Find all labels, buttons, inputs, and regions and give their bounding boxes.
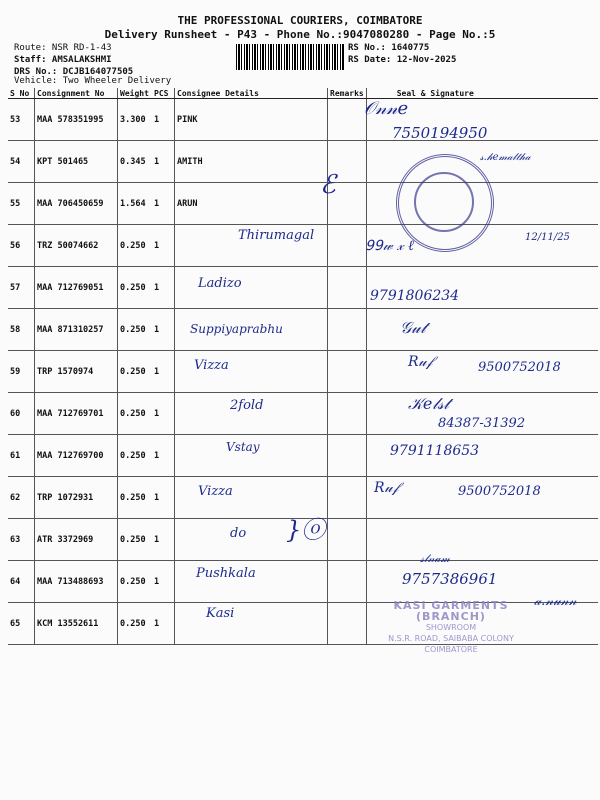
table-row: [8, 183, 598, 225]
signature-scribble: 𝒪𝓃𝓃𝑒: [364, 98, 409, 119]
cell-weight: 0.250: [118, 603, 153, 645]
cell-consignee: [175, 603, 328, 645]
cell-pcs: 1: [152, 99, 175, 141]
cell-consignment-no: TRP 1570974: [35, 351, 118, 393]
cell-sno: 64: [8, 561, 35, 603]
cell-pcs: 1: [152, 267, 175, 309]
cell-weight: 1.564: [118, 183, 153, 225]
stamp-line: KASI GARMENTS (BRANCH): [393, 599, 509, 623]
barcode: [236, 44, 344, 70]
col-seal-signature: Seal & Signature: [366, 88, 598, 99]
cell-seal-signature: [366, 519, 598, 561]
stamp-line: SHOWROOM: [425, 623, 477, 632]
cell-weight: 0.250: [118, 435, 153, 477]
table-row: [8, 561, 598, 603]
cell-weight: 0.250: [118, 267, 153, 309]
stamp-line: COIMBATORE: [424, 645, 478, 654]
col-sno: S No: [8, 88, 35, 99]
col-consignment: Consignment No: [35, 88, 118, 99]
handwritten-consignee: Suppiyaprabhu: [190, 322, 283, 336]
cell-consignment-no: MAA 712769700: [35, 435, 118, 477]
cell-weight: 0.250: [118, 393, 153, 435]
cell-weight: 0.250: [118, 225, 153, 267]
signature-scribble: 𝒶.𝓃𝓊𝓃𝓃: [534, 594, 577, 609]
cell-remarks: [328, 561, 367, 603]
cell-sno: 60: [8, 393, 35, 435]
handwritten-consignee: Vizza: [198, 484, 233, 499]
cell-consignment-no: ATR 3372969: [35, 519, 118, 561]
handwritten-consignee: 2fold: [230, 398, 264, 413]
cell-pcs: 1: [152, 603, 175, 645]
stamp-line: N.S.R. ROAD, SAIBABA COLONY: [388, 634, 514, 643]
signature-scribble: 𝓈𝓁𝓃𝒶𝓂: [420, 552, 450, 565]
cell-remarks: [328, 435, 367, 477]
handwritten-consignee: Vstay: [226, 440, 260, 454]
signature-scribble: 𝒦𝑒𝓁𝓈𝓉: [408, 394, 449, 413]
cell-remarks: [328, 351, 367, 393]
table-row: [8, 435, 598, 477]
staff-label: Staff: AMSALAKSHMI: [14, 55, 112, 65]
cell-sno: 59: [8, 351, 35, 393]
handwritten-consignee: Kasi: [206, 606, 235, 621]
cell-consignee: ARUN: [175, 183, 328, 225]
cell-consignee: AMITH: [175, 141, 328, 183]
signature-scribble: 𝒢𝓊𝓉: [400, 318, 426, 337]
handwritten-phone: 7550194950: [392, 124, 488, 142]
cell-consignment-no: MAA 713488693: [35, 561, 118, 603]
handwritten-consignee: Vizza: [194, 358, 229, 373]
cell-consignment-no: MAA 871310257: [35, 309, 118, 351]
signature-scribble: 𝑅𝓊𝒻: [374, 480, 399, 496]
cell-consignment-no: KCM 13552611: [35, 603, 118, 645]
col-pcs: PCS: [152, 88, 175, 99]
cell-remarks: [328, 267, 367, 309]
company-title: THE PROFESSIONAL COURIERS, COIMBATORE: [177, 14, 423, 27]
col-remarks: Remarks: [328, 88, 367, 99]
cell-consignment-no: TRP 1072931: [35, 477, 118, 519]
table-row: [8, 267, 598, 309]
table-row: [8, 309, 598, 351]
cell-consignment-no: TRZ 50074662: [35, 225, 118, 267]
rs-date: RS Date: 12-Nov-2025: [348, 55, 457, 65]
cell-remarks: [328, 477, 367, 519]
cell-pcs: 1: [152, 141, 175, 183]
cell-weight: 0.345: [118, 141, 153, 183]
cell-pcs: 1: [152, 477, 175, 519]
cell-sno: 63: [8, 519, 35, 561]
route-label: Route: NSR RD-1-43: [14, 43, 112, 53]
handwritten-phone: 9500752018: [478, 360, 561, 375]
cell-pcs: 1: [152, 393, 175, 435]
vehicle-label: Vehicle: Two Wheeler Delivery: [14, 76, 172, 86]
cell-sno: 61: [8, 435, 35, 477]
handwritten-phone: 9791118653: [390, 443, 480, 459]
cell-consignment-no: KPT 501465: [35, 141, 118, 183]
cell-sno: 55: [8, 183, 35, 225]
handwritten-phone: 9500752018: [458, 484, 541, 499]
drs-label: DRS No.: DCJB164077505: [14, 67, 134, 77]
cell-pcs: 1: [152, 309, 175, 351]
signature-scribble: ℰ: [320, 170, 336, 200]
cell-sno: 56: [8, 225, 35, 267]
cell-weight: 3.300: [118, 99, 153, 141]
round-seal-inner: [414, 172, 474, 232]
signature-scribble: 𝑅𝓊𝒻: [408, 354, 433, 370]
cell-pcs: 1: [152, 435, 175, 477]
cell-consignment-no: MAA 712769701: [35, 393, 118, 435]
handwritten-consignee: Thirumagal: [238, 228, 315, 243]
handwritten-consignee: do: [230, 526, 247, 541]
cell-pcs: 1: [152, 519, 175, 561]
cell-remarks: [328, 519, 367, 561]
cell-sno: 57: [8, 267, 35, 309]
cell-consignment-no: MAA 712769051: [35, 267, 118, 309]
cell-weight: 0.250: [118, 477, 153, 519]
signature-date: 12/11/25: [525, 232, 570, 243]
cell-sno: 62: [8, 477, 35, 519]
cell-remarks: [328, 603, 367, 645]
cell-pcs: 1: [152, 351, 175, 393]
rs-number: RS No.: 1640775: [348, 43, 430, 53]
table-header-row: [8, 88, 598, 99]
cell-sno: 53: [8, 99, 35, 141]
cell-remarks: [328, 309, 367, 351]
cell-consignment-no: MAA 706450659: [35, 183, 118, 225]
cell-sno: 58: [8, 309, 35, 351]
col-consignee: Consignee Details: [175, 88, 328, 99]
cell-consignee: PINK: [175, 99, 328, 141]
cell-sno: 54: [8, 141, 35, 183]
signature-scribble: }ⓞ: [286, 516, 326, 544]
col-weight: Weight: [118, 88, 153, 99]
handwritten-phone: 9791806234: [370, 288, 460, 304]
handwritten-consignee: Ladizo: [198, 276, 242, 291]
cell-pcs: 1: [152, 561, 175, 603]
handwritten-phone: 9757386961: [402, 570, 498, 588]
table-row: [8, 99, 598, 141]
cell-consignment-no: MAA 578351995: [35, 99, 118, 141]
handwritten-phone: 84387-31392: [438, 416, 526, 431]
cell-remarks: [328, 225, 367, 267]
company-rubber-stamp: [366, 600, 536, 655]
cell-remarks: [328, 99, 367, 141]
cell-remarks: [328, 393, 367, 435]
cell-pcs: 1: [152, 225, 175, 267]
cell-weight: 0.250: [118, 561, 153, 603]
signature-scribble: 𝟫𝟫𝓌 𝓍 ℓ: [365, 238, 414, 254]
cell-sno: 65: [8, 603, 35, 645]
cell-pcs: 1: [152, 183, 175, 225]
signature-scribble: 𝓈.𝒽𝑒𝓂𝒶𝓁𝓉𝒽𝒶: [480, 152, 531, 163]
cell-weight: 0.250: [118, 309, 153, 351]
runsheet-subtitle: Delivery Runsheet - P43 - Phone No.:9047080280 - Page No.:5: [104, 28, 496, 41]
cell-weight: 0.250: [118, 519, 153, 561]
cell-weight: 0.250: [118, 351, 153, 393]
handwritten-consignee: Pushkala: [196, 566, 256, 581]
